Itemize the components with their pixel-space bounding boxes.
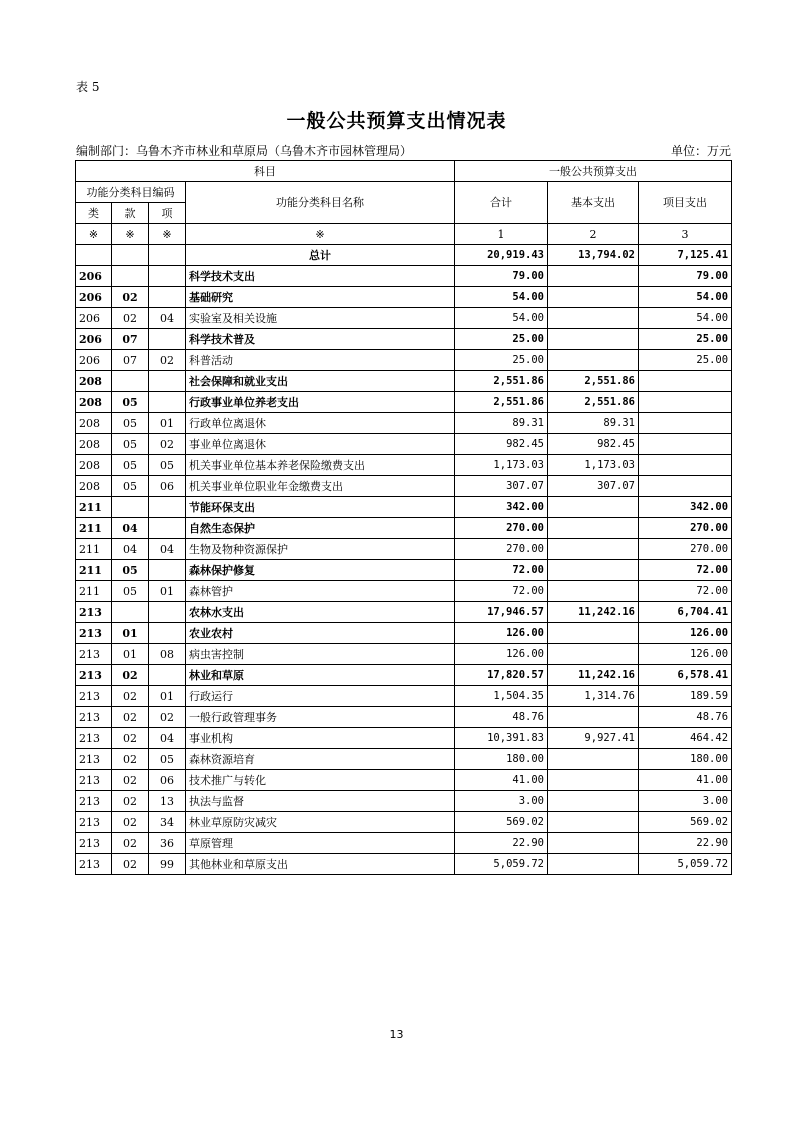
subject-name: 农林水支出 <box>186 602 455 623</box>
table-row <box>76 707 732 728</box>
subject-name: 科学技术支出 <box>186 266 455 287</box>
subject-name: 其他林业和草原支出 <box>186 854 455 875</box>
header-name: 功能分类科目名称 <box>186 182 455 224</box>
amount-basic <box>548 518 639 539</box>
code-kuan: 02 <box>112 770 149 791</box>
amount-project: 5,059.72 <box>639 854 732 875</box>
header-total: 合计 <box>455 182 548 224</box>
header-basic: 基本支出 <box>548 182 639 224</box>
code-kuan: 01 <box>112 623 149 644</box>
subject-name: 事业机构 <box>186 728 455 749</box>
amount-project: 569.02 <box>639 812 732 833</box>
subject-name: 行政运行 <box>186 686 455 707</box>
subject-name: 社会保障和就业支出 <box>186 371 455 392</box>
table-row <box>76 497 732 518</box>
col-index-3: 3 <box>639 224 732 245</box>
amount-basic: 2,551.86 <box>548 392 639 413</box>
code-kuan <box>112 371 149 392</box>
code-lei: 206 <box>76 308 112 329</box>
table-row <box>76 749 732 770</box>
code-lei: 208 <box>76 371 112 392</box>
header-kuan: 款 <box>112 203 149 224</box>
amount-basic: 2,551.86 <box>548 371 639 392</box>
table-row <box>76 560 732 581</box>
code-lei: 213 <box>76 791 112 812</box>
code-lei: 208 <box>76 476 112 497</box>
code-kuan: 02 <box>112 812 149 833</box>
table-row <box>76 518 732 539</box>
amount-total: 25.00 <box>455 350 548 371</box>
subject-name: 生物及物种资源保护 <box>186 539 455 560</box>
code-kuan <box>112 602 149 623</box>
header-code-group: 功能分类科目编码 <box>76 182 186 203</box>
code-lei: 206 <box>76 287 112 308</box>
amount-total: 180.00 <box>455 749 548 770</box>
amount-project: 270.00 <box>639 518 732 539</box>
table-row <box>76 413 732 434</box>
amount-total: 126.00 <box>455 644 548 665</box>
amount-total: 342.00 <box>455 497 548 518</box>
amount-project: 464.42 <box>639 728 732 749</box>
amount-total: 982.45 <box>455 434 548 455</box>
code-lei: 206 <box>76 266 112 287</box>
code-kuan: 02 <box>112 707 149 728</box>
amount-total: 72.00 <box>455 560 548 581</box>
subject-name: 科学技术普及 <box>186 329 455 350</box>
total-xiang <box>149 245 186 266</box>
amount-basic <box>548 644 639 665</box>
code-kuan: 04 <box>112 518 149 539</box>
code-xiang <box>149 287 186 308</box>
table-row <box>76 791 732 812</box>
amount-basic <box>548 539 639 560</box>
header-xiang: 项 <box>149 203 186 224</box>
amount-project: 22.90 <box>639 833 732 854</box>
amount-total: 2,551.86 <box>455 371 548 392</box>
code-kuan <box>112 266 149 287</box>
amount-total: 72.00 <box>455 581 548 602</box>
code-xiang <box>149 518 186 539</box>
subject-name: 森林保护修复 <box>186 560 455 581</box>
subject-name: 行政单位离退休 <box>186 413 455 434</box>
total-amount: 20,919.43 <box>455 245 548 266</box>
amount-basic: 1,173.03 <box>548 455 639 476</box>
table-row <box>76 455 732 476</box>
amount-basic <box>548 350 639 371</box>
code-xiang: 02 <box>149 350 186 371</box>
amount-total: 17,946.57 <box>455 602 548 623</box>
code-kuan: 02 <box>112 665 149 686</box>
code-lei: 213 <box>76 728 112 749</box>
code-lei: 213 <box>76 854 112 875</box>
subject-name: 执法与监督 <box>186 791 455 812</box>
table-row <box>76 392 732 413</box>
amount-project <box>639 434 732 455</box>
table-row <box>76 770 732 791</box>
code-xiang: 34 <box>149 812 186 833</box>
budget-table <box>75 160 732 875</box>
amount-basic <box>548 749 639 770</box>
code-kuan: 07 <box>112 329 149 350</box>
amount-project: 41.00 <box>639 770 732 791</box>
code-xiang <box>149 329 186 350</box>
code-kuan: 05 <box>112 560 149 581</box>
amount-basic <box>548 560 639 581</box>
amount-project: 180.00 <box>639 749 732 770</box>
marker-name: ※ <box>186 224 455 245</box>
table-row <box>76 329 732 350</box>
subject-name: 科普活动 <box>186 350 455 371</box>
code-xiang <box>149 392 186 413</box>
code-kuan: 05 <box>112 455 149 476</box>
code-lei: 213 <box>76 749 112 770</box>
amount-total: 48.76 <box>455 707 548 728</box>
subject-name: 林业和草原 <box>186 665 455 686</box>
code-xiang <box>149 602 186 623</box>
code-lei: 213 <box>76 623 112 644</box>
amount-total: 22.90 <box>455 833 548 854</box>
code-kuan <box>112 497 149 518</box>
total-lei <box>76 245 112 266</box>
subject-name: 森林管护 <box>186 581 455 602</box>
amount-total: 126.00 <box>455 623 548 644</box>
col-index-2: 2 <box>548 224 639 245</box>
code-kuan: 02 <box>112 791 149 812</box>
header-lei: 类 <box>76 203 112 224</box>
amount-basic: 982.45 <box>548 434 639 455</box>
table-row <box>76 287 732 308</box>
table-body <box>76 245 732 875</box>
amount-project <box>639 392 732 413</box>
code-lei: 208 <box>76 392 112 413</box>
subject-name: 技术推广与转化 <box>186 770 455 791</box>
amount-total: 270.00 <box>455 539 548 560</box>
amount-project <box>639 455 732 476</box>
amount-basic <box>548 623 639 644</box>
table-row <box>76 686 732 707</box>
code-xiang: 36 <box>149 833 186 854</box>
code-lei: 208 <box>76 455 112 476</box>
amount-basic: 307.07 <box>548 476 639 497</box>
amount-basic: 1,314.76 <box>548 686 639 707</box>
subject-name: 一般行政管理事务 <box>186 707 455 728</box>
amount-basic <box>548 833 639 854</box>
amount-project <box>639 413 732 434</box>
amount-basic <box>548 266 639 287</box>
amount-basic: 11,242.16 <box>548 665 639 686</box>
subject-name: 草原管理 <box>186 833 455 854</box>
amount-total: 17,820.57 <box>455 665 548 686</box>
amount-total: 10,391.83 <box>455 728 548 749</box>
amount-basic <box>548 854 639 875</box>
subject-name: 实验室及相关设施 <box>186 308 455 329</box>
code-kuan: 02 <box>112 854 149 875</box>
table-row <box>76 266 732 287</box>
amount-total: 3.00 <box>455 791 548 812</box>
code-lei: 213 <box>76 707 112 728</box>
code-xiang <box>149 371 186 392</box>
amount-total: 270.00 <box>455 518 548 539</box>
code-xiang: 05 <box>149 455 186 476</box>
code-lei: 213 <box>76 644 112 665</box>
amount-basic <box>548 812 639 833</box>
amount-total: 307.07 <box>455 476 548 497</box>
table-row <box>76 665 732 686</box>
total-label: 总计 <box>186 245 455 266</box>
amount-project: 25.00 <box>639 350 732 371</box>
amount-basic: 11,242.16 <box>548 602 639 623</box>
amount-total: 89.31 <box>455 413 548 434</box>
col-index-1: 1 <box>455 224 548 245</box>
table-number: 表 5 <box>76 80 100 94</box>
amount-basic <box>548 287 639 308</box>
subject-name: 基础研究 <box>186 287 455 308</box>
code-kuan: 02 <box>112 287 149 308</box>
code-lei: 206 <box>76 329 112 350</box>
amount-total: 79.00 <box>455 266 548 287</box>
subject-name: 事业单位离退休 <box>186 434 455 455</box>
amount-project: 79.00 <box>639 266 732 287</box>
total-row <box>76 245 732 266</box>
amount-basic <box>548 497 639 518</box>
code-xiang <box>149 497 186 518</box>
code-lei: 213 <box>76 665 112 686</box>
table-row <box>76 728 732 749</box>
code-xiang: 01 <box>149 581 186 602</box>
total-project: 7,125.41 <box>639 245 732 266</box>
subject-name: 病虫害控制 <box>186 644 455 665</box>
subject-name: 机关事业单位基本养老保险缴费支出 <box>186 455 455 476</box>
code-xiang: 06 <box>149 770 186 791</box>
code-lei: 208 <box>76 413 112 434</box>
code-kuan: 02 <box>112 686 149 707</box>
code-lei: 211 <box>76 560 112 581</box>
code-xiang: 06 <box>149 476 186 497</box>
code-lei: 213 <box>76 812 112 833</box>
code-lei: 213 <box>76 833 112 854</box>
unit-label: 单位：万元 <box>670 144 731 158</box>
table-row <box>76 308 732 329</box>
amount-project: 6,704.41 <box>639 602 732 623</box>
code-xiang: 04 <box>149 539 186 560</box>
table-row <box>76 623 732 644</box>
code-lei: 211 <box>76 581 112 602</box>
code-kuan: 04 <box>112 539 149 560</box>
amount-total: 54.00 <box>455 287 548 308</box>
header-budget-group: 一般公共预算支出 <box>455 161 732 182</box>
total-kuan <box>112 245 149 266</box>
amount-project: 342.00 <box>639 497 732 518</box>
subject-name: 机关事业单位职业年金缴费支出 <box>186 476 455 497</box>
amount-project: 270.00 <box>639 539 732 560</box>
amount-basic <box>548 308 639 329</box>
code-lei: 211 <box>76 497 112 518</box>
amount-project: 126.00 <box>639 644 732 665</box>
marker-kuan: ※ <box>112 224 149 245</box>
table-row <box>76 833 732 854</box>
code-kuan: 02 <box>112 728 149 749</box>
page-number: 13 <box>389 1028 404 1041</box>
code-xiang <box>149 266 186 287</box>
code-lei: 206 <box>76 350 112 371</box>
code-kuan: 05 <box>112 392 149 413</box>
table-row <box>76 539 732 560</box>
amount-basic <box>548 329 639 350</box>
table-row <box>76 812 732 833</box>
header-subject: 科目 <box>76 161 455 182</box>
code-xiang <box>149 623 186 644</box>
amount-total: 5,059.72 <box>455 854 548 875</box>
subject-name: 自然生态保护 <box>186 518 455 539</box>
code-lei: 213 <box>76 602 112 623</box>
amount-project: 6,578.41 <box>639 665 732 686</box>
code-xiang: 04 <box>149 308 186 329</box>
table-row <box>76 350 732 371</box>
amount-project: 72.00 <box>639 560 732 581</box>
amount-total: 569.02 <box>455 812 548 833</box>
code-lei: 213 <box>76 770 112 791</box>
document-title: 一般公共预算支出情况表 <box>286 110 507 132</box>
marker-lei: ※ <box>76 224 112 245</box>
code-xiang: 99 <box>149 854 186 875</box>
amount-project <box>639 476 732 497</box>
amount-project: 126.00 <box>639 623 732 644</box>
table-row <box>76 644 732 665</box>
amount-basic <box>548 707 639 728</box>
amount-total: 41.00 <box>455 770 548 791</box>
amount-project: 48.76 <box>639 707 732 728</box>
code-xiang <box>149 665 186 686</box>
table-row <box>76 476 732 497</box>
amount-project: 54.00 <box>639 308 732 329</box>
table-row <box>76 371 732 392</box>
subject-name: 森林资源培育 <box>186 749 455 770</box>
code-lei: 211 <box>76 518 112 539</box>
amount-project: 189.59 <box>639 686 732 707</box>
code-lei: 213 <box>76 686 112 707</box>
subject-name: 节能环保支出 <box>186 497 455 518</box>
code-kuan: 07 <box>112 350 149 371</box>
amount-basic <box>548 581 639 602</box>
amount-total: 2,551.86 <box>455 392 548 413</box>
marker-xiang: ※ <box>149 224 186 245</box>
code-kuan: 05 <box>112 476 149 497</box>
code-xiang: 02 <box>149 434 186 455</box>
code-xiang: 05 <box>149 749 186 770</box>
amount-total: 1,173.03 <box>455 455 548 476</box>
table-row <box>76 602 732 623</box>
amount-project: 72.00 <box>639 581 732 602</box>
code-kuan: 02 <box>112 833 149 854</box>
code-lei: 208 <box>76 434 112 455</box>
amount-total: 54.00 <box>455 308 548 329</box>
amount-total: 25.00 <box>455 329 548 350</box>
amount-basic: 9,927.41 <box>548 728 639 749</box>
code-xiang <box>149 560 186 581</box>
amount-total: 1,504.35 <box>455 686 548 707</box>
code-xiang: 04 <box>149 728 186 749</box>
code-xiang: 13 <box>149 791 186 812</box>
code-kuan: 02 <box>112 749 149 770</box>
code-kuan: 05 <box>112 413 149 434</box>
compiling-department: 编制部门：乌鲁木齐市林业和草原局（乌鲁木齐市园林管理局） <box>76 144 413 158</box>
code-xiang: 01 <box>149 686 186 707</box>
code-xiang: 01 <box>149 413 186 434</box>
code-xiang: 02 <box>149 707 186 728</box>
code-xiang: 08 <box>149 644 186 665</box>
amount-basic: 89.31 <box>548 413 639 434</box>
subject-name: 林业草原防灾减灾 <box>186 812 455 833</box>
header-project: 项目支出 <box>639 182 732 224</box>
amount-basic <box>548 791 639 812</box>
amount-project: 54.00 <box>639 287 732 308</box>
subject-name: 农业农村 <box>186 623 455 644</box>
table-row <box>76 434 732 455</box>
code-kuan: 01 <box>112 644 149 665</box>
amount-project: 25.00 <box>639 329 732 350</box>
table-row <box>76 854 732 875</box>
code-kuan: 05 <box>112 581 149 602</box>
code-kuan: 05 <box>112 434 149 455</box>
table-row <box>76 581 732 602</box>
amount-basic <box>548 770 639 791</box>
amount-project: 3.00 <box>639 791 732 812</box>
subject-name: 行政事业单位养老支出 <box>186 392 455 413</box>
amount-project <box>639 371 732 392</box>
total-basic: 13,794.02 <box>548 245 639 266</box>
code-lei: 211 <box>76 539 112 560</box>
code-kuan: 02 <box>112 308 149 329</box>
